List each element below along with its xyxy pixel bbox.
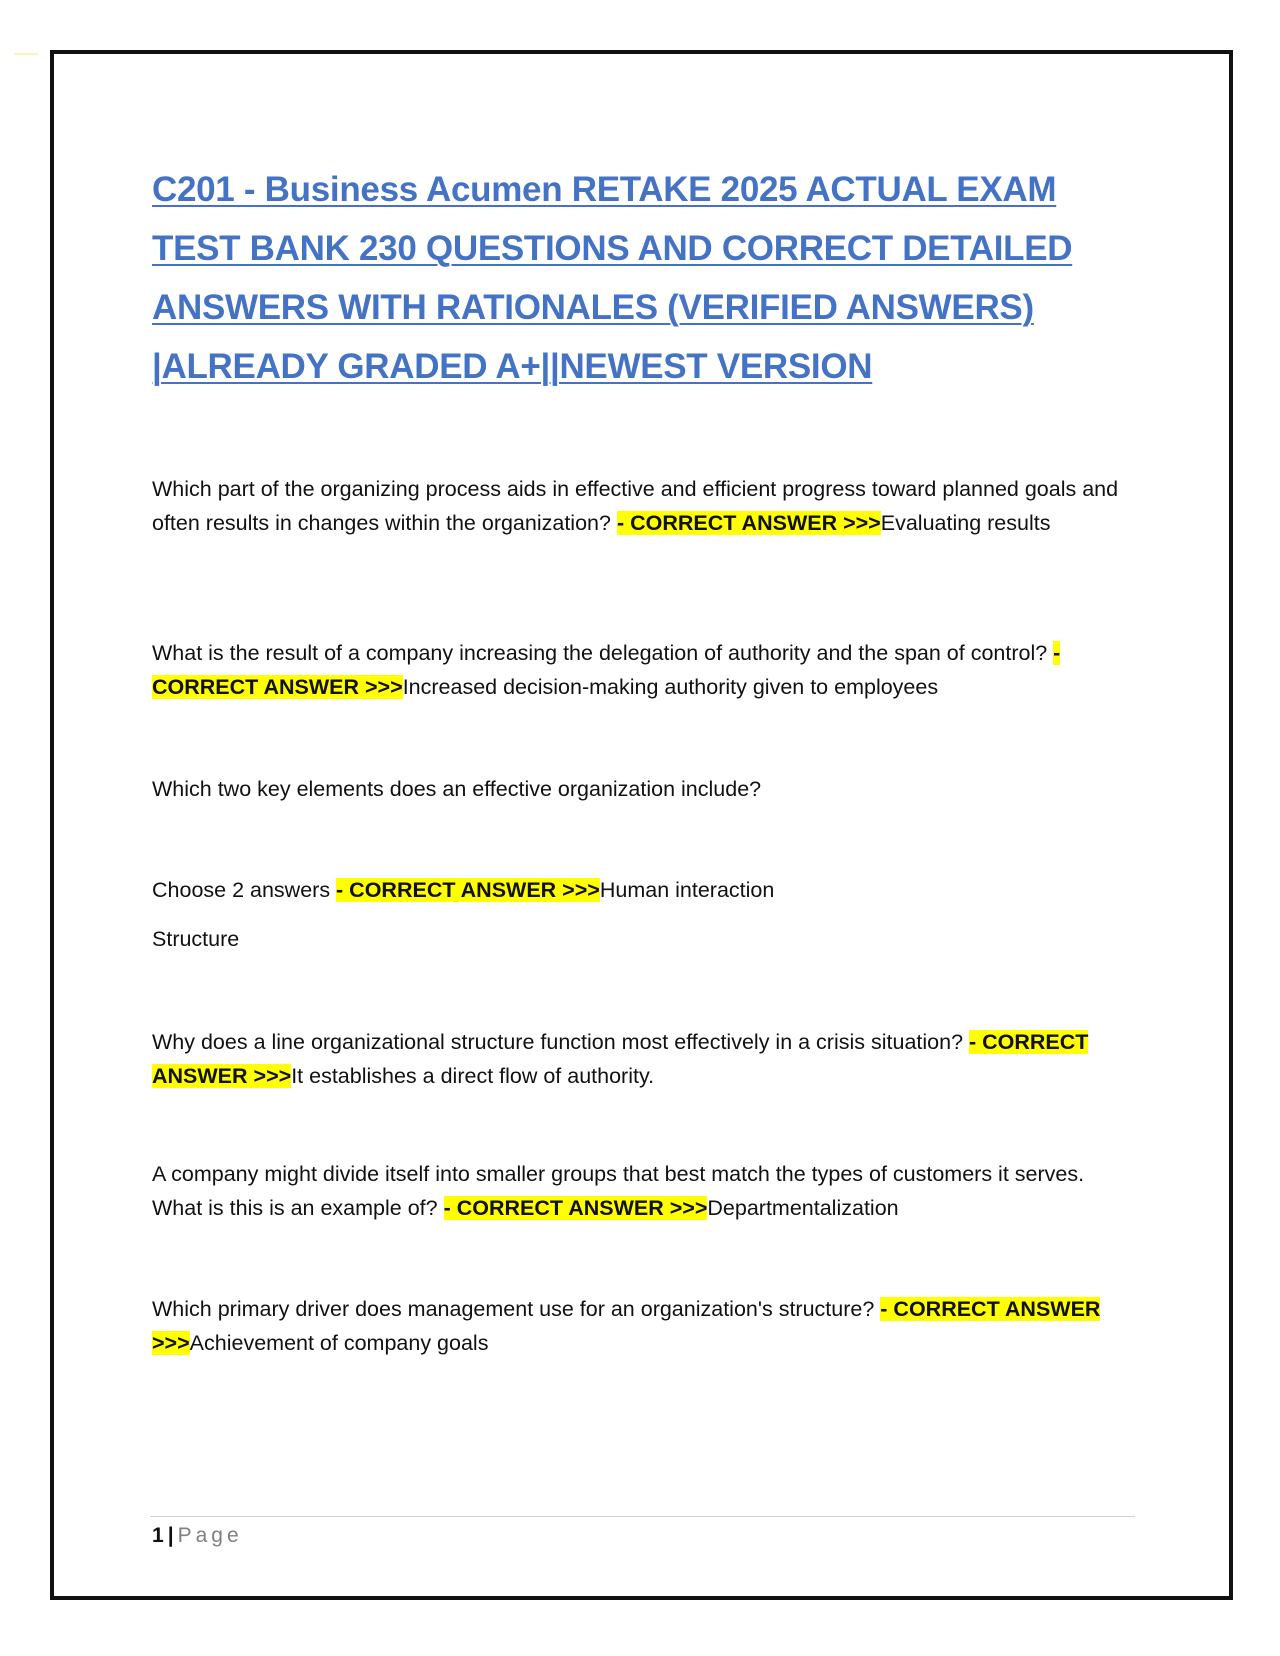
title-line-2: TEST BANK 230 QUESTIONS AND CORRECT DETAILED xyxy=(152,229,1073,268)
question-text: A company might divide itself into smaller groups that best match the types of customers it serves. What is this is an example of? xyxy=(152,1162,1085,1220)
answer-text: Achievement of company goals xyxy=(189,1331,489,1355)
question-text: Which two key elements does an effective organization include? xyxy=(152,777,762,801)
question-text: What is the result of a company increasing the delegation of authority and the span of control? xyxy=(152,641,1054,665)
answer-text: Departmentalization xyxy=(707,1196,899,1220)
qa-item-6 xyxy=(152,1157,1137,1225)
qa-item-1 xyxy=(152,472,1137,540)
footer-separator: | xyxy=(167,1524,174,1547)
answer-text: Evaluating results xyxy=(880,511,1051,535)
question-text: Which primary driver does management use for an organization's structure? xyxy=(152,1297,881,1321)
qa-item-5 xyxy=(152,1025,1137,1093)
answer-text: Structure xyxy=(152,927,240,951)
title-line-4: |ALREADY GRADED A+||NEWEST VERSION xyxy=(152,347,873,386)
document-title[interactable] xyxy=(152,160,1102,396)
correct-answer-marker: - CORRECT ANSWER >>> xyxy=(443,1196,708,1220)
qa-item-3 xyxy=(152,772,1137,806)
page-footer xyxy=(152,1524,243,1548)
correct-answer-marker: - CORRECT ANSWER >>> xyxy=(152,1030,1089,1088)
qa-item-7 xyxy=(152,1292,1137,1360)
qa-item-4-second-answer xyxy=(152,922,1137,956)
question-text: Which part of the organizing process aids in effective and efficient progress toward planned goals and often results in changes within the organization? xyxy=(152,477,1119,535)
correct-answer-marker: - CORRECT ANSWER >>> xyxy=(152,1297,1101,1355)
qa-item-4 xyxy=(152,873,1137,907)
document-page xyxy=(50,50,1233,1600)
question-text: Choose 2 answers xyxy=(152,878,337,902)
correct-answer-marker: - CORRECT ANSWER >>> xyxy=(616,511,881,535)
answer-text: Increased decision-making authority given to employees xyxy=(402,675,939,699)
page-number: 1 xyxy=(152,1524,164,1547)
answer-text: Human interaction xyxy=(599,878,775,902)
footer-divider xyxy=(150,1516,1135,1517)
corner-mark xyxy=(14,53,38,55)
title-line-3: ANSWERS WITH RATIONALES (VERIFIED ANSWERS) xyxy=(152,288,1034,327)
answer-text: It establishes a direct flow of authority. xyxy=(291,1064,655,1088)
qa-item-2 xyxy=(152,636,1137,704)
page-label: Page xyxy=(177,1524,243,1547)
question-text: Why does a line organizational structure function most effectively in a crisis situation? xyxy=(152,1030,969,1054)
correct-answer-marker: - CORRECT ANSWER >>> xyxy=(152,641,1061,699)
title-line-1: C201 - Business Acumen RETAKE 2025 ACTUAL EXAM xyxy=(152,170,1057,209)
correct-answer-marker: - CORRECT ANSWER >>> xyxy=(336,878,600,902)
